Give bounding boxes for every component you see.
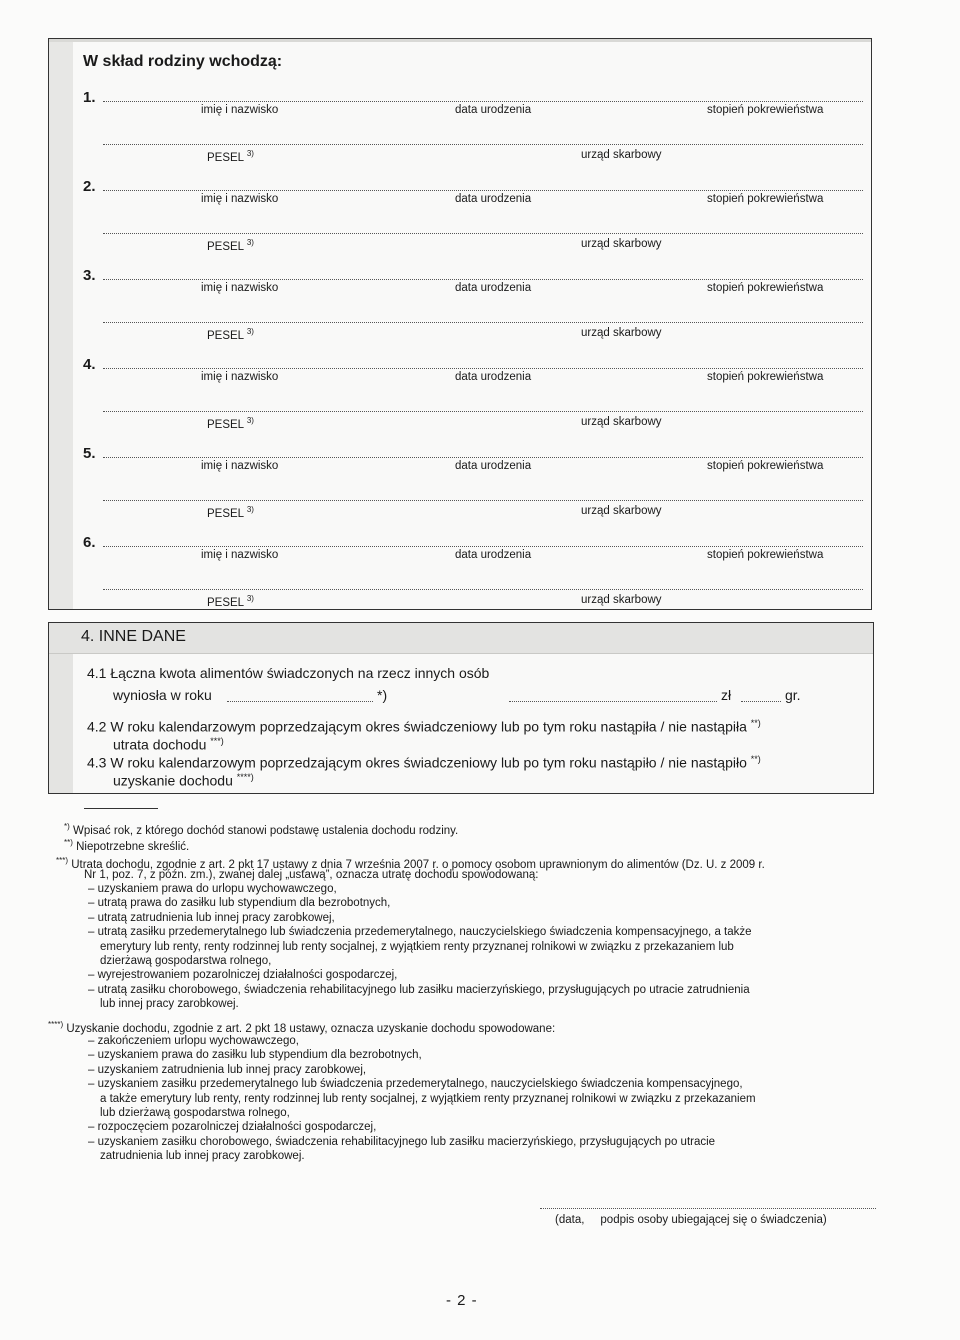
member-name-line[interactable] — [103, 279, 863, 280]
question-4-1-line2: wyniosła w roku — [113, 687, 212, 703]
currency-gr-label: gr. — [785, 687, 801, 703]
page-number: - 2 - — [446, 1292, 478, 1309]
footnote-list-item: emerytury lub renty, renty rodzinnej lub renty socjalnej, z wyjątkiem renty przyznanej rolnikowi w związku z przekazaniem lub — [100, 940, 734, 953]
member-number: 4. — [83, 356, 96, 373]
tax-office-label: urząd skarbowy — [581, 416, 662, 428]
relation-label: stopień pokrewieństwa — [707, 193, 824, 205]
section-title: 4. INNE DANE — [81, 628, 186, 645]
question-4-3-line2: uzyskanie dochodu ****) — [113, 772, 254, 789]
footnote-list-item: – zakończeniem urlopu wychowawczego, — [88, 1035, 299, 1047]
relation-label: stopień pokrewieństwa — [707, 460, 824, 472]
name-label: imię i nazwisko — [201, 371, 279, 383]
member-name-line[interactable] — [103, 457, 863, 458]
member-pesel-line[interactable] — [103, 322, 863, 323]
other-data-section — [48, 622, 874, 794]
question-4-2-line1: 4.2 W roku kalendarzowym poprzedzającym okres świadczeniowy lub po tym roku nastąpiła / nie nastąpiła **) — [87, 718, 761, 735]
section-header — [49, 623, 873, 654]
footnote-list-item: – utratą zatrudnienia lub innej pracy zarobkowej, — [88, 911, 335, 924]
member-number: 2. — [83, 178, 96, 195]
signature-field[interactable] — [540, 1208, 876, 1209]
name-label: imię i nazwisko — [201, 282, 279, 294]
member-name-line[interactable] — [103, 368, 863, 369]
family-member — [49, 445, 871, 535]
tax-office-label: urząd skarbowy — [581, 238, 662, 250]
footnote-list-item: – uzyskaniem prawa do urlopu wychowawczego, — [88, 883, 337, 895]
amount-gr-field[interactable] — [741, 701, 781, 702]
birth-date-label: data urodzenia — [455, 371, 532, 383]
birth-date-label: data urodzenia — [455, 549, 532, 561]
footnote-list-item: dzierżawą gospodarstwa rolnego, — [100, 955, 272, 967]
pesel-label: PESEL $^{3)}$ — [207, 416, 254, 431]
question-4-1-line1: 4.1 Łączna kwota alimentów świadczonych na rzecz innych osób — [87, 665, 490, 681]
footnote-list-item: – utratą prawa do zasiłku lub stypendium dla bezrobotnych, — [88, 897, 391, 910]
member-pesel-line[interactable] — [103, 589, 863, 590]
pesel-label: PESEL $^{3)}$ — [207, 327, 254, 342]
top-bar — [49, 39, 871, 42]
footnote-4: ****) Uzyskanie dochodu, zgodnie z art. 2 pkt 18 ustawy, oznacza uzyskanie dochodu spowodowane: — [48, 1020, 556, 1035]
birth-date-label: data urodzenia — [455, 193, 532, 205]
footnote-list-item: – utratą zasiłku przedemerytalnego lub świadczenia przedemerytalnego, nauczycielskiego świadczenia kompensacyjnego, a także — [88, 926, 752, 939]
family-members-section — [48, 38, 872, 610]
footnote-1: *) Wpisać rok, z którego dochód stanowi podstawę ustalenia dochodu rodziny. — [64, 822, 459, 837]
birth-date-label: data urodzenia — [455, 104, 532, 116]
name-label: imię i nazwisko — [201, 104, 279, 116]
footnote-separator — [84, 808, 158, 809]
name-label: imię i nazwisko — [201, 193, 279, 205]
footnote-list-item: – uzyskaniem zasiłku chorobowego, świadczenia rehabilitacyjnego lub zasiłku macierzyńskiego, przysługujących po utracie — [88, 1135, 716, 1148]
relation-label: stopień pokrewieństwa — [707, 549, 824, 561]
footnote-2: **) Niepotrzebne skreślić. — [64, 838, 190, 853]
tax-office-label: urząd skarbowy — [581, 594, 662, 606]
member-number: 1. — [83, 89, 96, 106]
tax-office-label: urząd skarbowy — [581, 327, 662, 339]
member-pesel-line[interactable] — [103, 233, 863, 234]
footnote-list-item: a także emerytury lub renty, renty rodzinnej lub renty socjalnej, z wyjątkiem renty przyznanej rolnikowi w związku z przekazaniem — [100, 1092, 756, 1105]
member-pesel-line[interactable] — [103, 411, 863, 412]
footnote-list-item: – rozpoczęciem pozarolniczej działalności gospodarczej, — [88, 1121, 377, 1134]
member-name-line[interactable] — [103, 190, 863, 191]
year-field[interactable] — [227, 701, 373, 702]
member-number: 6. — [83, 534, 96, 551]
name-label: imię i nazwisko — [201, 549, 279, 561]
member-number: 3. — [83, 267, 96, 284]
footnote-list-item: – wyrejestrowaniem pozarolniczej działalności gospodarczej, — [88, 969, 398, 982]
member-name-line[interactable] — [103, 546, 863, 547]
tax-office-label: urząd skarbowy — [581, 505, 662, 517]
member-pesel-line[interactable] — [103, 500, 863, 501]
footnote-list-item: lub dzierżawą gospodarstwa rolnego, — [100, 1107, 290, 1119]
footnote-list-item: – uzyskaniem zatrudnienia lub innej pracy zarobkowej, — [88, 1063, 367, 1076]
pesel-label: PESEL $^{3)}$ — [207, 238, 254, 253]
footnote-list-item: – utratą zasiłku chorobowego, świadczenia rehabilitacyjnego lub zasiłku macierzyńskiego, przysługujących po utracie zatrudnienia — [88, 983, 750, 996]
birth-date-label: data urodzenia — [455, 460, 532, 472]
footnote-3-cont: Nr 1, poz. 7, z późn. zm.), zwanej dalej „ustawą”, oznacza utratę dochodu spowodowaną: — [84, 869, 539, 881]
family-member — [49, 267, 871, 357]
currency-zl-label: zł — [721, 687, 732, 703]
family-member — [49, 178, 871, 268]
name-label: imię i nazwisko — [201, 460, 279, 472]
pesel-label: PESEL $^{3)}$ — [207, 594, 254, 609]
footnote-list-item: zatrudnienia lub innej pracy zarobkowej. — [100, 1150, 305, 1163]
member-pesel-line[interactable] — [103, 144, 863, 145]
family-member — [49, 534, 871, 624]
signature-label: (data, podpis osoby ubiegającej się o świadczenia) — [555, 1214, 827, 1226]
question-4-3-line1: 4.3 W roku kalendarzowym poprzedzającym okres świadczeniowy lub po tym roku nastąpiło / nie nastąpiło **) — [87, 754, 761, 771]
family-member — [49, 89, 871, 179]
relation-label: stopień pokrewieństwa — [707, 104, 824, 116]
family-member — [49, 356, 871, 446]
footnote-list-item: lub innej pracy zarobkowej. — [100, 998, 239, 1011]
pesel-label: PESEL $^{3)}$ — [207, 149, 254, 164]
footnote-list-item: – uzyskaniem zasiłku przedemerytalnego lub świadczenia przedemerytalnego, nauczycielskiego świadczenia kompensacyjnego, — [88, 1078, 743, 1091]
pesel-label: PESEL $^{3)}$ — [207, 505, 254, 520]
amount-zl-field[interactable] — [509, 701, 717, 702]
footnote-3: ***) Utrata dochodu, zgodnie z art. 2 pkt 17 ustawy z dnia 7 września 2007 r. o pomocy osobom uprawnionym do alimentów (Dz. U. z 2009 r. — [56, 856, 765, 871]
relation-label: stopień pokrewieństwa — [707, 282, 824, 294]
tax-office-label: urząd skarbowy — [581, 149, 662, 161]
member-name-line[interactable] — [103, 101, 863, 102]
year-footnote-mark: *) — [377, 687, 388, 703]
section-title: W skład rodziny wchodzą: — [83, 53, 283, 70]
member-number: 5. — [83, 445, 96, 462]
footnote-list-item: – uzyskaniem prawa do zasiłku lub stypendium dla bezrobotnych, — [88, 1049, 422, 1062]
birth-date-label: data urodzenia — [455, 282, 532, 294]
relation-label: stopień pokrewieństwa — [707, 371, 824, 383]
question-4-2-line2: utrata dochodu ***) — [113, 736, 224, 753]
